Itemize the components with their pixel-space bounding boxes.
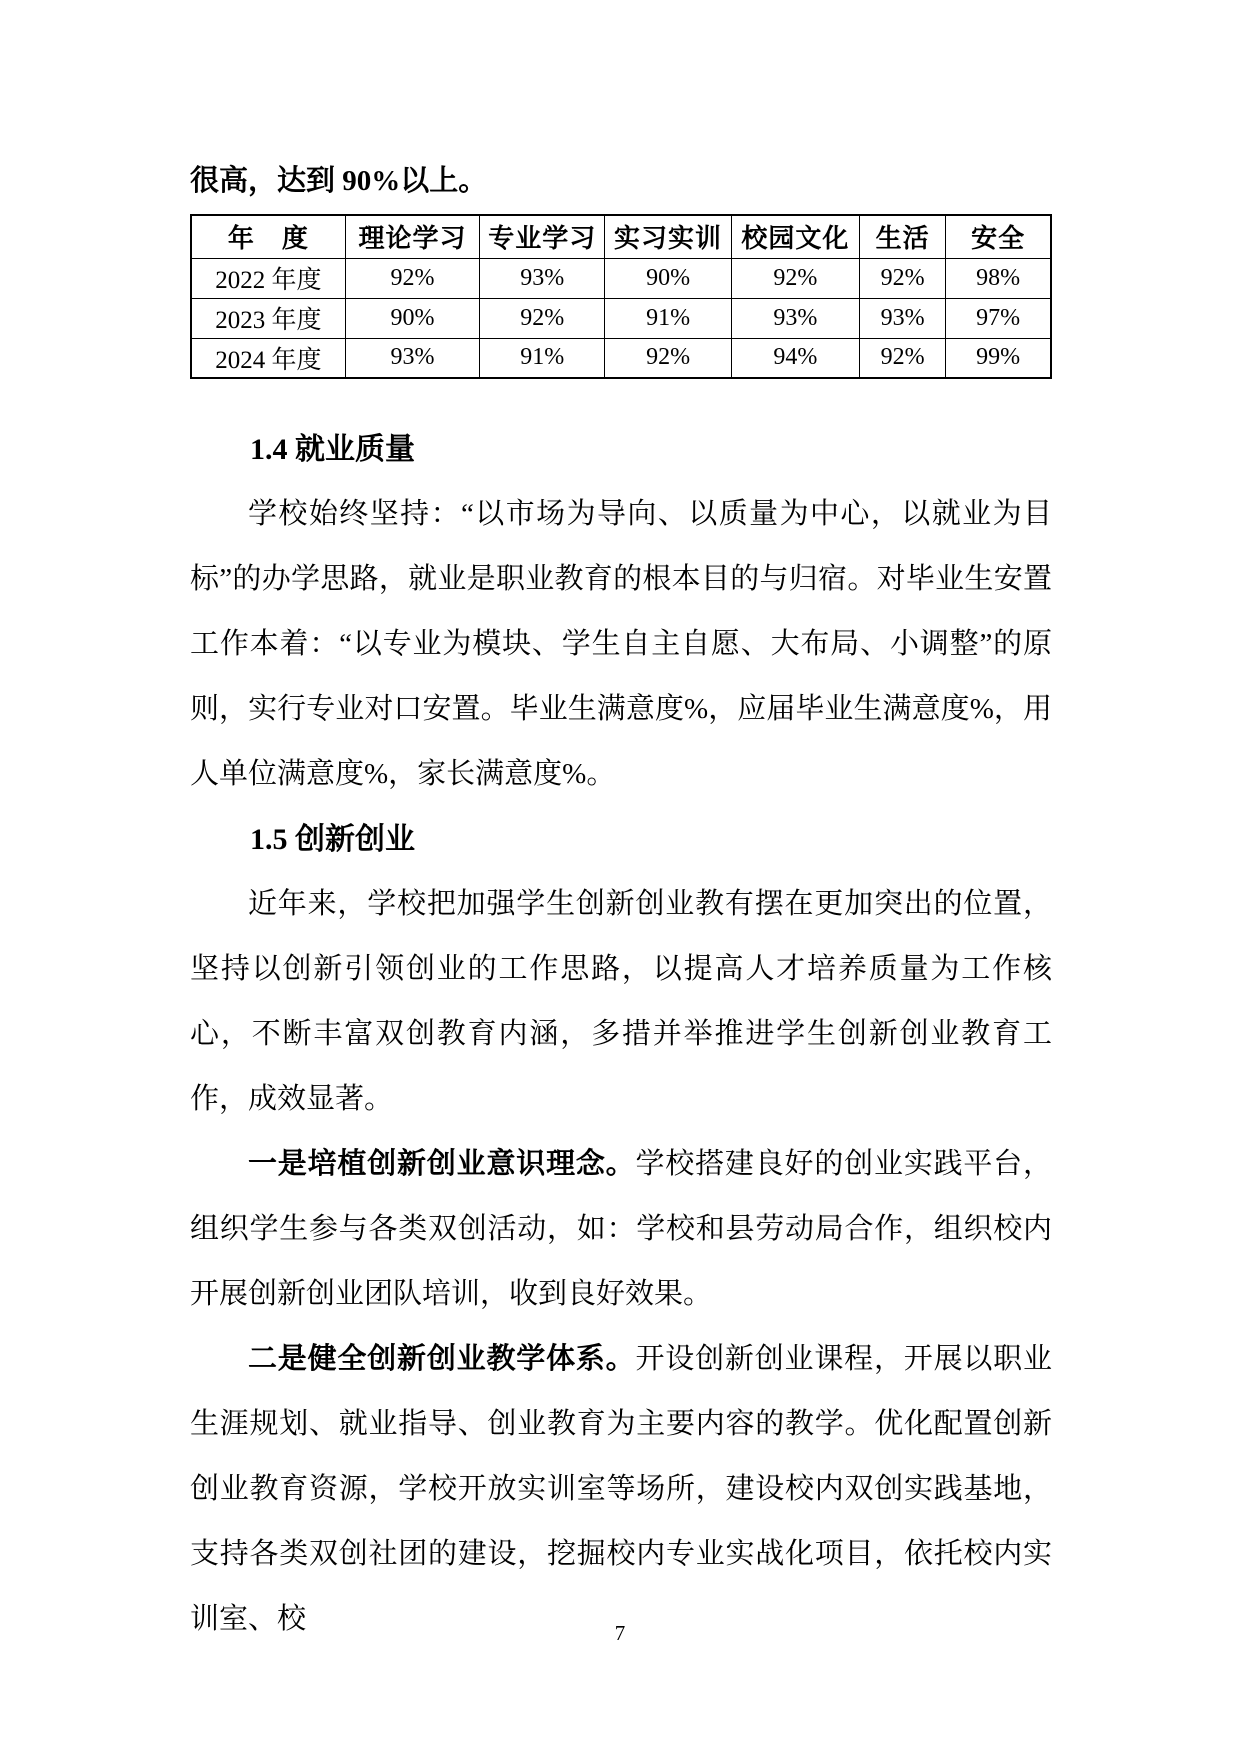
- innovation-point-1: [190, 1132, 1052, 1327]
- cell-value: 94%: [731, 338, 859, 378]
- table-header-safety: 安全: [946, 215, 1051, 258]
- table-row-2022: [191, 258, 1051, 298]
- cell-value: 92%: [480, 298, 605, 338]
- row-year-label: 2022 年度: [191, 258, 345, 298]
- table-header-year: 年 度: [191, 215, 345, 258]
- section-heading-innovation: 1.5 创新创业: [250, 823, 415, 856]
- table-row-2023: [191, 298, 1051, 338]
- table-header-practice: 实习实训: [605, 215, 731, 258]
- employment-paragraph: 学校始终坚持：“以市场为导向、以质量为中心，以就业为目标”的办学思路，就业是职业教育的根本目的与归宿。对毕业生安置工作本着：“以专业为模块、学生自主自愿、大布局、小调整”的原则，实行专业对口安置。毕业生满意度%，应届毕业生满意度%，用人单位满意度%，家长满意度%。: [190, 498, 1052, 790]
- cell-value: 93%: [731, 298, 859, 338]
- satisfaction-table: [190, 214, 1052, 379]
- point-1-text: 学校搭建良好的创业实践平台，组织学生参与各类双创活动，如：学校和县劳动局合作，组织校内开展创新创业团队培训，收到良好效果。: [190, 1148, 1052, 1310]
- point-2-text: 开设创新创业课程，开展以职业生涯规划、就业指导、创业教育为主要内容的教学。优化配置创新创业教育资源，学校开放实训室等场所，建设校内双创实践基地，支持各类双创社团的建设，挖掘校内专业实战化项目，依托校内实训室、校: [190, 1343, 1052, 1635]
- cell-value: 90%: [605, 258, 731, 298]
- cell-value: 98%: [946, 258, 1051, 298]
- cell-value: 91%: [480, 338, 605, 378]
- page-number: 7: [614, 1621, 626, 1645]
- point-1-lead: 一是培植创新创业意识理念。: [248, 1148, 636, 1180]
- table-row-2024: [191, 338, 1051, 378]
- lead-paragraph: 很高，达到 90%以上。: [190, 165, 488, 197]
- cell-value: 92%: [860, 338, 946, 378]
- cell-value: 93%: [860, 298, 946, 338]
- table-header-theory: 理论学习: [345, 215, 479, 258]
- table-header-major: 专业学习: [480, 215, 605, 258]
- innovation-intro-paragraph: 近年来，学校把加强学生创新创业教有摆在更加突出的位置，坚持以创新引领创业的工作思路，以提高人才培养质量为工作核心，不断丰富双创教育内涵，多措并举推进学生创新创业教育工作，成效显著。: [190, 888, 1052, 1115]
- row-year-label: 2023 年度: [191, 298, 345, 338]
- innovation-point-2: [190, 1327, 1052, 1652]
- cell-value: 93%: [345, 338, 479, 378]
- cell-value: 92%: [345, 258, 479, 298]
- cell-value: 90%: [345, 298, 479, 338]
- cell-value: 92%: [731, 258, 859, 298]
- table-header-culture: 校园文化: [731, 215, 859, 258]
- cell-value: 97%: [946, 298, 1051, 338]
- section-heading-employment-quality: 1.4 就业质量: [250, 433, 415, 466]
- cell-value: 93%: [480, 258, 605, 298]
- cell-value: 99%: [946, 338, 1051, 378]
- cell-value: 91%: [605, 298, 731, 338]
- row-year-label: 2024 年度: [191, 338, 345, 378]
- point-2-lead: 二是健全创新创业教学体系。: [248, 1343, 636, 1375]
- table-header-life: 生活: [860, 215, 946, 258]
- table-header-row: [191, 215, 1051, 258]
- cell-value: 92%: [860, 258, 946, 298]
- cell-value: 92%: [605, 338, 731, 378]
